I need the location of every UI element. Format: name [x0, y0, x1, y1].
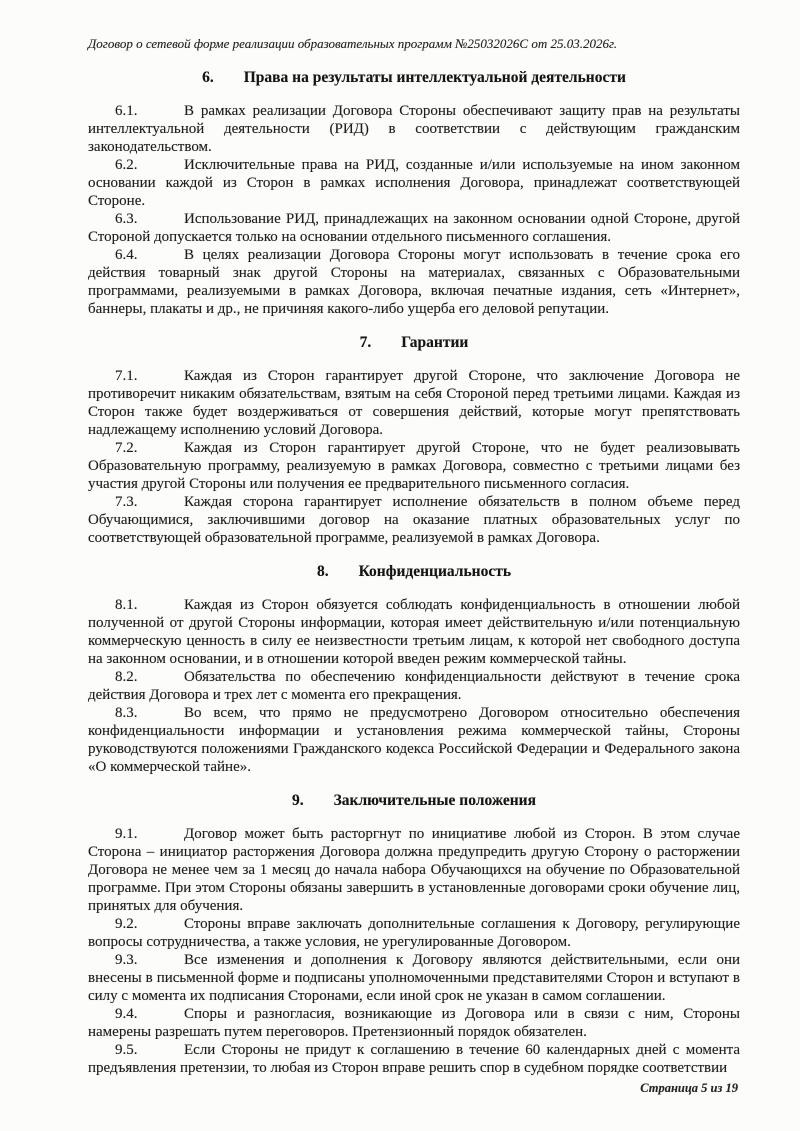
paragraph-9-3 — [88, 951, 740, 1005]
paragraph-text: Если Стороны не придут к соглашению в течение 60 календарных дней с момента предъявления претензии, то любая из Сторон вправе решить спор в судебном порядке соответствии — [88, 1042, 740, 1076]
section-title: Заключительные положения — [333, 792, 536, 809]
section-title: Права на результаты интеллектуальной деятельности — [243, 69, 626, 86]
paragraph-8-3 — [88, 704, 740, 776]
paragraph-number: 9.5. — [115, 1042, 138, 1058]
paragraph-6-4 — [88, 246, 740, 318]
paragraph-text: В рамках реализации Договора Стороны обеспечивают защиту прав на результаты интеллектуальной деятельности (РИД) в соответствии с действующим гражданским законодательством. — [88, 103, 740, 155]
paragraph-number: 7.3. — [115, 494, 138, 510]
paragraph-number: 6.4. — [115, 247, 138, 263]
paragraph-8-1 — [88, 596, 740, 668]
paragraph-6-1 — [88, 102, 740, 156]
paragraph-9-2 — [88, 915, 740, 951]
paragraph-number: 9.3. — [115, 952, 138, 968]
section-heading-7 — [88, 333, 740, 352]
paragraph-6-3 — [88, 210, 740, 246]
paragraph-7-2 — [88, 439, 740, 493]
paragraph-text: Обязательства по обеспечению конфиденциальности действуют в течение срока действия Договора и трех лет с момента его прекращения. — [88, 669, 740, 703]
paragraph-text: Каждая сторона гарантирует исполнение обязательств в полном объеме перед Обучающимися, заключившими договор на оказание платных образовательных услуг по соответствующей образовательной программе, реализуемой в рамках Договора. — [88, 494, 740, 546]
paragraph-6-2 — [88, 156, 740, 210]
paragraph-number: 9.2. — [115, 916, 138, 932]
paragraph-9-5 — [88, 1041, 740, 1077]
paragraph-number: 7.2. — [115, 440, 138, 456]
paragraph-text: Исключительные права на РИД, созданные и/или используемые на ином законном основании каждой из Сторон в рамках исполнения Договора, принадлежат соответствующей Стороне. — [88, 157, 740, 209]
section-title: Конфиденциальность — [358, 563, 512, 580]
document-header: Договор о сетевой форме реализации образовательных программ №25032026С от 25.03.2026г. — [88, 36, 618, 51]
section-title: Гарантии — [401, 334, 469, 351]
paragraph-number: 6.3. — [115, 211, 138, 227]
section-number: 8. — [316, 563, 329, 580]
paragraph-text: В целях реализации Договора Стороны могут использовать в течение срока его действия товарный знак другой Стороны на материалах, связанных с Образовательными программами, реализуемыми в рамках Договора, включая печатные издания, сеть «Интернет», баннеры, плакаты и др., не причиняя какого-либо ущерба его деловой репутации. — [88, 247, 740, 317]
paragraph-number: 9.1. — [115, 826, 138, 842]
section-number: 9. — [292, 792, 304, 809]
paragraph-text: Во всем, что прямо не предусмотрено Договором относительно обеспечения конфиденциальности информации и установления режима коммерческой тайны, Стороны руководствуются положениями Гражданского кодекса Российской Федерации и Федерального закона «О коммерческой тайне». — [88, 705, 740, 775]
paragraph-number: 8.1. — [115, 597, 138, 613]
section-number: 7. — [359, 334, 372, 351]
paragraph-number: 8.3. — [115, 705, 138, 721]
paragraph-number: 8.2. — [115, 669, 138, 685]
section-heading-9 — [88, 791, 740, 810]
paragraph-number: 7.1. — [115, 368, 138, 384]
section-heading-6 — [88, 68, 740, 87]
paragraph-text: Все изменения и дополнения к Договору являются действительными, если они внесены в письменной форме и подписаны уполномоченными представителями Сторон и вступают в силу с момента их подписания Сторонами, если иной срок не указан в самом соглашении. — [88, 952, 740, 1004]
section-heading-8 — [88, 562, 740, 581]
paragraph-text: Каждая из Сторон гарантирует другой Стороне, что заключение Договора не противоречит никаким обязательствам, взятым на себя Стороной перед третьими лицами. Каждая из Сторон также будет воздерживаться от совершения действий, которые могут препятствовать надлежащему исполнению условий Договора. — [88, 368, 740, 438]
paragraph-number: 9.4. — [115, 1006, 138, 1022]
paragraph-number: 6.2. — [115, 157, 138, 173]
paragraph-text: Договор может быть расторгнут по инициативе любой из Сторон. В этом случае Сторона – инициатор расторжения Договора должна предупредить другую Сторону о расторжении Договора не менее чем за 1 месяц до начала набора Обучающихся на обучение по Образовательной программе. При этом Стороны обязаны завершить в установленные договорами сроки обучение лиц, принятых для обучения. — [88, 826, 740, 914]
paragraph-text: Стороны вправе заключать дополнительные соглашения к Договору, регулирующие вопросы сотрудничества, а также условия, не урегулированные Договором. — [88, 916, 740, 950]
paragraph-7-1 — [88, 367, 740, 439]
paragraph-9-1 — [88, 825, 740, 915]
paragraph-number: 6.1. — [115, 103, 138, 119]
section-number: 6. — [202, 69, 214, 86]
paragraph-7-3 — [88, 493, 740, 547]
paragraph-9-4 — [88, 1005, 740, 1041]
paragraph-text: Использование РИД, принадлежащих на законном основании одной Стороне, другой Стороной допускается только на основании отдельного письменного соглашения. — [88, 211, 740, 245]
paragraph-text: Споры и разногласия, возникающие из Договора или в связи с ним, Стороны намерены разрешать путем переговоров. Претензионный порядок обязателен. — [88, 1006, 740, 1040]
paragraph-text: Каждая из Сторон гарантирует другой Стороне, что не будет реализовывать Образовательную программу, реализуемую в рамках Договора, совместно с третьими лицами без участия другой Стороны или получения ее предварительного письменного согласия. — [88, 440, 740, 492]
paragraph-text: Каждая из Сторон обязуется соблюдать конфиденциальность в отношении любой полученной от другой Стороны информации, которая имеет действительную и/или потенциальную коммерческую ценность в силу ее неизвестности третьим лицам, к которой нет свободного доступа на законном основании, и в отношении которой введен режим коммерческой тайны. — [88, 597, 740, 667]
page-number-footer: Страница 5 из 19 — [640, 1081, 738, 1095]
paragraph-8-2 — [88, 668, 740, 704]
